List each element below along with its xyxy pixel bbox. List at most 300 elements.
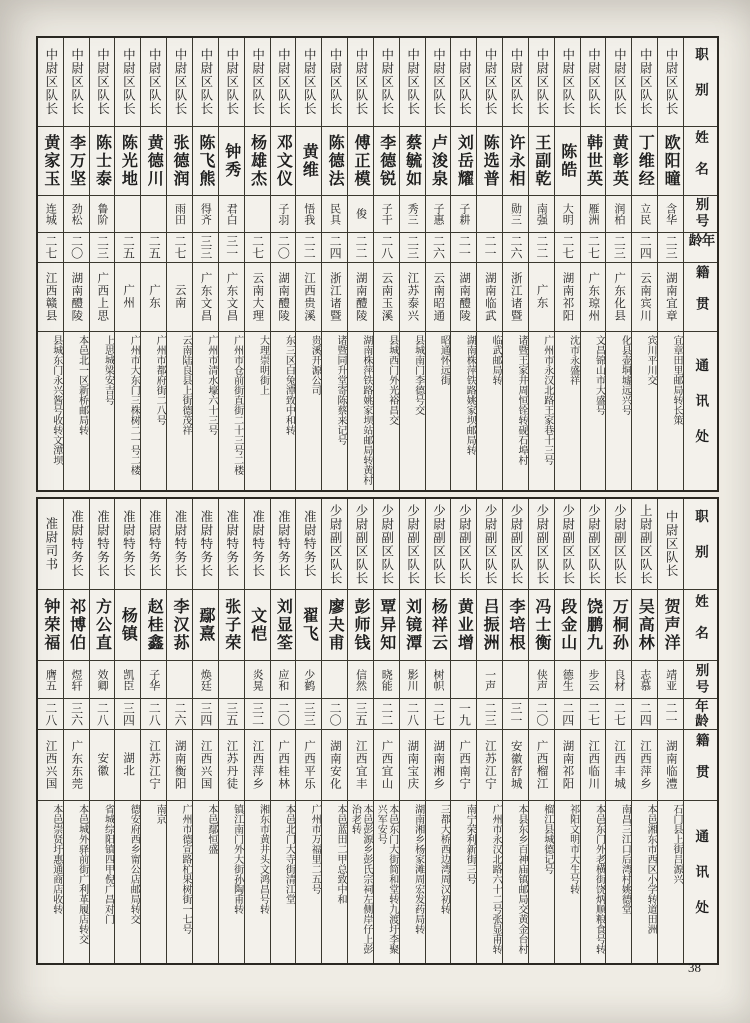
entry-address: 化县壶垌墟远兴号: [619, 334, 631, 415]
entry-name: 黄彰英: [606, 127, 631, 196]
entry-name: 李培根: [503, 590, 528, 661]
entry-alias: 步云: [581, 661, 606, 699]
entry-rank: 准尉特务长: [193, 499, 218, 590]
entry-address: 南京: [154, 803, 166, 824]
entry-address: 广州市清水壕六十三号: [205, 334, 217, 435]
entry-alias: 子惠: [426, 196, 451, 233]
entry-rank: 准尉特务长: [141, 499, 166, 590]
entry-age: 一九: [451, 699, 476, 730]
entry-native: 江西萍乡: [632, 730, 657, 801]
entry-rank: 少尉副区队长: [400, 499, 425, 590]
entry-age: 二三: [400, 233, 425, 263]
entry-age: 二一: [477, 233, 502, 263]
entry-rank: 中尉区队长: [426, 38, 451, 127]
entry-native: 广西桂林: [271, 730, 296, 801]
entry-address: 本邑湘东市西区小学转道田洲: [645, 803, 657, 934]
entry-alias: 子耕: [451, 196, 476, 233]
entry-native: 湖南祁阳: [555, 730, 580, 801]
entry-alias: 秀三: [400, 196, 425, 233]
entry-alias: 一声: [477, 661, 502, 699]
entry-age: 二六: [503, 233, 528, 263]
roster-entry: [140, 38, 166, 490]
header-name: 姓名: [684, 127, 717, 196]
entry-rank: 中尉区队长: [606, 38, 631, 127]
roster-entry: [192, 38, 218, 490]
entry-rank: 中尉区队长: [296, 38, 321, 127]
entry-rank: 少尉副区队长: [348, 499, 373, 590]
entry-address: 广州市大东门三株树二一号二楼: [128, 334, 140, 475]
entry-address: 德安府西乡甯公店邮局转交: [128, 803, 140, 924]
entry-native: 湖北: [115, 730, 140, 801]
entry-name: 方公直: [90, 590, 115, 661]
entry-age: 二五: [141, 233, 166, 263]
entry-native: 广西上思: [90, 263, 115, 332]
roster-entry: [244, 38, 270, 490]
entry-rank: 准尉特务长: [245, 499, 270, 590]
entry-alias: 勋三: [503, 196, 528, 233]
roster-entry: [321, 499, 347, 963]
entry-address: 本邑北一区新桥邮局转: [76, 334, 88, 435]
entry-alias: 子华: [141, 661, 166, 699]
entry-alias: 晓能: [374, 661, 399, 699]
roster-entry: [502, 38, 528, 490]
entry-alias: 效卿: [90, 661, 115, 699]
entry-address: 湘东市黄井头文鸿昌号转: [257, 803, 269, 914]
entry-address: 本邑城外驿前街广利革履店转交: [76, 803, 88, 944]
roster-entry: [38, 499, 63, 963]
entry-alias: 雁洲: [581, 196, 606, 233]
entry-age: 三四: [115, 699, 140, 730]
entry-native: 湖南醴陵: [64, 263, 89, 332]
roster-entry: [218, 38, 244, 490]
entry-rank: 少尉副区队长: [503, 499, 528, 590]
entry-name: 杨镇: [115, 590, 140, 661]
roster-entry: [631, 38, 657, 490]
entry-native: 浙江诸暨: [322, 263, 347, 332]
header-address: 通讯处: [693, 829, 709, 936]
entry-rank: 中尉区队长: [141, 38, 166, 127]
roster-entry: [244, 499, 270, 963]
entry-name: 钟秀: [219, 127, 244, 196]
entry-native: 广西南宁: [451, 730, 476, 801]
roster-entry: [373, 38, 399, 490]
entry-age: 二七: [581, 699, 606, 730]
roster-entry: [373, 499, 399, 963]
entry-alias: [115, 196, 140, 233]
entry-name: 赵桂鑫: [141, 590, 166, 661]
entry-address: 广州市仓前街直街二十三号二楼: [231, 334, 243, 475]
entry-rank: 少尉副区队长: [374, 499, 399, 590]
entry-rank: 中尉区队长: [658, 38, 683, 127]
entry-age: 二七: [555, 233, 580, 263]
roster-entry: [450, 38, 476, 490]
entry-age: 二七: [245, 233, 270, 263]
roster-entry: [528, 499, 554, 963]
entry-name: 杨祥云: [426, 590, 451, 661]
entry-name: 鄢熹: [193, 590, 218, 661]
entry-native: 湖南醴陵: [451, 263, 476, 332]
entry-address: 本县东乡百神庙镇邮局交黄金台村: [515, 803, 527, 954]
entry-age: 二七: [606, 699, 631, 730]
entry-alias: 侠声: [529, 661, 554, 699]
entry-alias: 德生: [555, 661, 580, 699]
entry-name: 刘镜潭: [400, 590, 425, 661]
roster-entry: [657, 499, 683, 963]
entry-age: 二〇: [529, 699, 554, 730]
entry-name: 彭师钱: [348, 590, 373, 661]
entry-alias: 炎晃: [245, 661, 270, 699]
entry-age: 二二: [348, 233, 373, 263]
entry-rank: 少尉副区队长: [555, 499, 580, 590]
entry-native: 江西赣县: [38, 263, 63, 332]
entry-age: 二一: [658, 699, 683, 730]
entry-address: 贵溪开源公司: [309, 334, 321, 395]
header-age: 年龄: [684, 233, 717, 263]
entry-rank: 少尉副区队长: [581, 499, 606, 590]
entry-age: 二二: [374, 699, 399, 730]
entry-address: 广州市德宣路杧果树街一七号: [179, 803, 191, 934]
entry-rank: 准尉司书: [38, 499, 63, 590]
roster-entry: [114, 38, 140, 490]
entry-name: 李万坚: [64, 127, 89, 196]
header-name: 姓名: [684, 590, 717, 661]
entry-alias: [245, 196, 270, 233]
entry-rank: 中尉区队长: [115, 38, 140, 127]
entry-native: 江苏丹徒: [219, 730, 244, 801]
entry-alias: 凯臣: [115, 661, 140, 699]
entry-rank: 中尉区队长: [581, 38, 606, 127]
entry-name: 陈飞熊: [193, 127, 218, 196]
entry-rank: 准尉特务长: [271, 499, 296, 590]
entry-address: 宾川平川交: [645, 334, 657, 385]
entry-alias: 得齐: [193, 196, 218, 233]
roster-entry: [425, 38, 451, 490]
roster-entry: [166, 499, 192, 963]
entry-native: 浙江诸暨: [503, 263, 528, 332]
entry-alias: 悟我: [296, 196, 321, 233]
entry-address: 本邑鄢恒盛: [205, 803, 217, 854]
roster-entry: [580, 499, 606, 963]
entry-native: 湖南宝庆: [400, 730, 425, 801]
entry-alias: 树帜: [426, 661, 451, 699]
entry-name: 祁博伯: [64, 590, 89, 661]
entry-address: 宜章田里邮局转长策: [671, 334, 682, 425]
entry-alias: 良材: [606, 661, 631, 699]
entry-native: 云南大理: [245, 263, 270, 332]
entry-name: 李德锐: [374, 127, 399, 196]
entry-name: 黄德川: [141, 127, 166, 196]
entry-address: 湖南湘乡杨家滩周宏发药局转: [412, 803, 424, 934]
entry-age: 二八: [141, 699, 166, 730]
entry-address: 本邑崇贤圩惠通商店收转: [50, 803, 62, 914]
entry-name: 蔡毓如: [400, 127, 425, 196]
entry-rank: 少尉副区队长: [426, 499, 451, 590]
roster-entry: [425, 499, 451, 963]
entry-alias: 劲松: [64, 196, 89, 233]
entry-address: 广州市万福里二五号: [309, 803, 321, 894]
entry-alias: 鲁阶: [90, 196, 115, 233]
entry-native: 湖南醴陵: [271, 263, 296, 332]
entry-native: 湖南安化: [322, 730, 347, 801]
entry-address: 本邑北门大寺街清江堂: [283, 803, 295, 904]
entry-age: 二八: [400, 699, 425, 730]
header-native: 籍贯: [684, 263, 717, 332]
entry-name: 吕振洲: [477, 590, 502, 661]
entry-rank: 准尉特务长: [64, 499, 89, 590]
entry-rank: 中尉区队长: [348, 38, 373, 127]
entry-alias: 君白: [219, 196, 244, 233]
entry-native: 广东: [529, 263, 554, 332]
entry-rank: 中尉区队长: [503, 38, 528, 127]
entry-age: 二三: [477, 699, 502, 730]
entry-name: 卢浚泉: [426, 127, 451, 196]
entry-age: 二七: [426, 699, 451, 730]
entry-alias: 子干: [374, 196, 399, 233]
entry-name: 邓文仪: [271, 127, 296, 196]
roster-entry: [270, 499, 296, 963]
entry-name: 段金山: [555, 590, 580, 661]
entry-age: 二三: [90, 233, 115, 263]
entry-name: 陈选普: [477, 127, 502, 196]
roster-entry: [270, 38, 296, 490]
entry-age: 二七: [581, 233, 606, 263]
entry-name: 李汉荪: [167, 590, 192, 661]
entry-address: 大理崇明街上: [257, 334, 269, 395]
entry-alias: 民具: [322, 196, 347, 233]
entry-age: 三一: [219, 233, 244, 263]
entry-alias: 靖亚: [658, 661, 683, 699]
entry-native: 江西宜丰: [348, 730, 373, 801]
entry-name: 饶鹏九: [581, 590, 606, 661]
entry-name: 丁维经: [632, 127, 657, 196]
entry-address: 本邑蓝田二甲总致中和: [335, 803, 347, 904]
entry-rank: 准尉特务长: [90, 499, 115, 590]
entry-native: 广西平乐: [296, 730, 321, 801]
entry-address: 县城东门永兴酱号收转文潭坝: [50, 334, 62, 465]
roster-entry: [89, 499, 115, 963]
entry-alias: [219, 661, 244, 699]
entry-native: 云南玉溪: [374, 263, 399, 332]
entry-name: 吴高林: [632, 590, 657, 661]
entry-name: 刘岳耀: [451, 127, 476, 196]
entry-native: 江西兴国: [38, 730, 63, 801]
entry-name: 张子荣: [219, 590, 244, 661]
entry-native: 江西临川: [581, 730, 606, 801]
roster-entry: [580, 38, 606, 490]
header-address: 通讯处: [693, 358, 709, 465]
entry-rank: 少尉副区队长: [606, 499, 631, 590]
entry-rank: 少尉副区队长: [322, 499, 347, 590]
roster-table-top: [36, 36, 719, 492]
roster-entry: [347, 499, 373, 963]
entry-age: 三二: [245, 699, 270, 730]
entry-alias: 志慕: [632, 661, 657, 699]
entry-name: 张德润: [167, 127, 192, 196]
entry-name: 冯士衡: [529, 590, 554, 661]
entry-age: 二六: [167, 699, 192, 730]
entry-address: 文昌锦山市大盛号: [593, 334, 605, 415]
entry-address: 临武邮局转: [490, 334, 502, 385]
entry-native: 安徽: [90, 730, 115, 801]
entry-address: 广州市永汉北路六十二号张显甫转: [490, 803, 502, 954]
entry-name: 陈光地: [115, 127, 140, 196]
entry-native: 广东文昌: [193, 263, 218, 332]
roster-entry: [399, 499, 425, 963]
entry-native: 广东: [141, 263, 166, 332]
entry-name: 韩世英: [581, 127, 606, 196]
entry-alias: 含华: [658, 196, 683, 233]
entry-rank: 准尉特务长: [115, 499, 140, 590]
entry-name: 傅正模: [348, 127, 373, 196]
entry-age: 二〇: [64, 233, 89, 263]
entry-native: 安徽舒城: [503, 730, 528, 801]
entry-native: 湖南临武: [477, 263, 502, 332]
entry-address: 南昌三江口后湾村姚德堂: [619, 803, 631, 914]
entry-address: 本邑彭源乡彭氏宗祠左侧岸仔上彭治老转: [349, 803, 372, 954]
roster-entry: [631, 499, 657, 963]
roster-entry: [192, 499, 218, 963]
roster-entry: [347, 38, 373, 490]
entry-age: 三四: [193, 699, 218, 730]
entry-rank: 中尉区队长: [477, 38, 502, 127]
entry-alias: [503, 661, 528, 699]
entry-name: 黄业增: [451, 590, 476, 661]
entry-alias: 南强: [529, 196, 554, 233]
header-native: 籍贯: [684, 730, 717, 801]
entry-name: 王副乾: [529, 127, 554, 196]
entry-age: 三五: [348, 699, 373, 730]
entry-alias: 影川: [400, 661, 425, 699]
entry-rank: 准尉特务长: [219, 499, 244, 590]
entry-rank: 中尉区队长: [529, 38, 554, 127]
entry-alias: [477, 196, 502, 233]
entry-rank: 中尉区队长: [555, 38, 580, 127]
roster-entry: [295, 38, 321, 490]
header-rank: 职别: [684, 499, 717, 590]
entry-alias: 膺五: [38, 661, 63, 699]
entry-age: 二八: [374, 233, 399, 263]
entry-rank: 准尉特务长: [167, 499, 192, 590]
entry-name: 刘显筌: [271, 590, 296, 661]
entry-name: 欧阳曈: [658, 127, 683, 196]
entry-name: 万桐孙: [606, 590, 631, 661]
page-number: 38: [688, 960, 701, 975]
entry-rank: 中尉区队长: [64, 38, 89, 127]
entry-alias: 焕廷: [193, 661, 218, 699]
entry-native: 云南昭通: [426, 263, 451, 332]
entry-name: 文恺: [245, 590, 270, 661]
roster-entry: [657, 38, 683, 490]
roster-entry: [89, 38, 115, 490]
roster-entry: [502, 499, 528, 963]
entry-rank: 中尉区队长: [219, 38, 244, 127]
entry-native: 湖南宜章: [658, 263, 683, 332]
entry-alias: 少鹤: [296, 661, 321, 699]
entry-alias: 雨田: [167, 196, 192, 233]
entry-age: 三五: [219, 699, 244, 730]
entry-alias: [451, 661, 476, 699]
entry-native: 江西萍乡: [245, 730, 270, 801]
entry-alias: 润柏: [606, 196, 631, 233]
entry-native: 江苏江宁: [141, 730, 166, 801]
roster-entry: [140, 499, 166, 963]
entry-age: 三三: [296, 699, 321, 730]
entry-native: 江西丰城: [606, 730, 631, 801]
entry-address: 云南陆良县上街德茂祥: [179, 334, 191, 435]
roster-entry: [450, 499, 476, 963]
roster-entry: [476, 38, 502, 490]
entry-age: 二七: [38, 233, 63, 263]
entry-name: 贺声洋: [658, 590, 683, 661]
entry-native: 江苏泰兴: [400, 263, 425, 332]
entry-native: 湖南临澧: [658, 730, 683, 801]
entry-name: 黄维: [296, 127, 321, 196]
entry-address: 祁阳文明市大生号转: [567, 803, 579, 894]
entry-address: 湖南株萍铁路姚家坝邮局转: [464, 334, 476, 455]
header-alias: 别号: [684, 196, 717, 233]
entry-rank: 中尉区队长: [271, 38, 296, 127]
entry-name: 许永相: [503, 127, 528, 196]
entry-address: 石门县上街吕源兴: [671, 803, 682, 884]
entry-rank: 中尉区队长: [38, 38, 63, 127]
entry-age: 三六: [64, 699, 89, 730]
roster-entry: [476, 499, 502, 963]
entry-name: 廖夬甫: [322, 590, 347, 661]
entry-native: 湖南湘乡: [426, 730, 451, 801]
roster-table-bottom: [36, 497, 719, 965]
roster-entry: [321, 38, 347, 490]
entry-rank: 中尉区队长: [632, 38, 657, 127]
entry-native: 云南: [167, 263, 192, 332]
entry-age: 二四: [555, 699, 580, 730]
entry-alias: [322, 661, 347, 699]
entry-age: 三三: [193, 233, 218, 263]
entry-native: 湖南衡阳: [167, 730, 192, 801]
entry-native: 湖南祁阳: [555, 263, 580, 332]
roster-entry: [605, 499, 631, 963]
entry-rank: 中尉区队长: [90, 38, 115, 127]
roster-entry: [605, 38, 631, 490]
entry-age: 二六: [426, 233, 451, 263]
header-alias: 别号: [684, 661, 717, 699]
entry-rank: 中尉区队长: [193, 38, 218, 127]
entry-age: 二二: [529, 233, 554, 263]
entry-address: 上思城梁安吉号: [102, 334, 114, 405]
entry-age: 二二: [296, 233, 321, 263]
roster-entry: [63, 499, 89, 963]
entry-alias: 煜轩: [64, 661, 89, 699]
entry-age: 二三: [606, 233, 631, 263]
entry-rank: 中尉区队长: [167, 38, 192, 127]
entry-rank: 上尉副区队长: [632, 499, 657, 590]
entry-rank: 少尉副区队长: [477, 499, 502, 590]
entry-age: 二〇: [271, 233, 296, 263]
entry-alias: 应和: [271, 661, 296, 699]
entry-name: 陈皓: [555, 127, 580, 196]
entry-age: 二八: [38, 699, 63, 730]
entry-age: 二四: [632, 233, 657, 263]
entry-rank: 中尉区队长: [451, 38, 476, 127]
entry-native: 广东化县: [606, 263, 631, 332]
entry-alias: 俊: [348, 196, 373, 233]
entry-native: 湖南醴陵: [348, 263, 373, 332]
header-age: 年龄: [684, 699, 717, 730]
entry-native: 广西宜山: [374, 730, 399, 801]
entry-age: 二〇: [322, 699, 347, 730]
entry-age: 二七: [167, 233, 192, 263]
entry-native: 云南宾川: [632, 263, 657, 332]
entry-name: 杨雄杰: [245, 127, 270, 196]
